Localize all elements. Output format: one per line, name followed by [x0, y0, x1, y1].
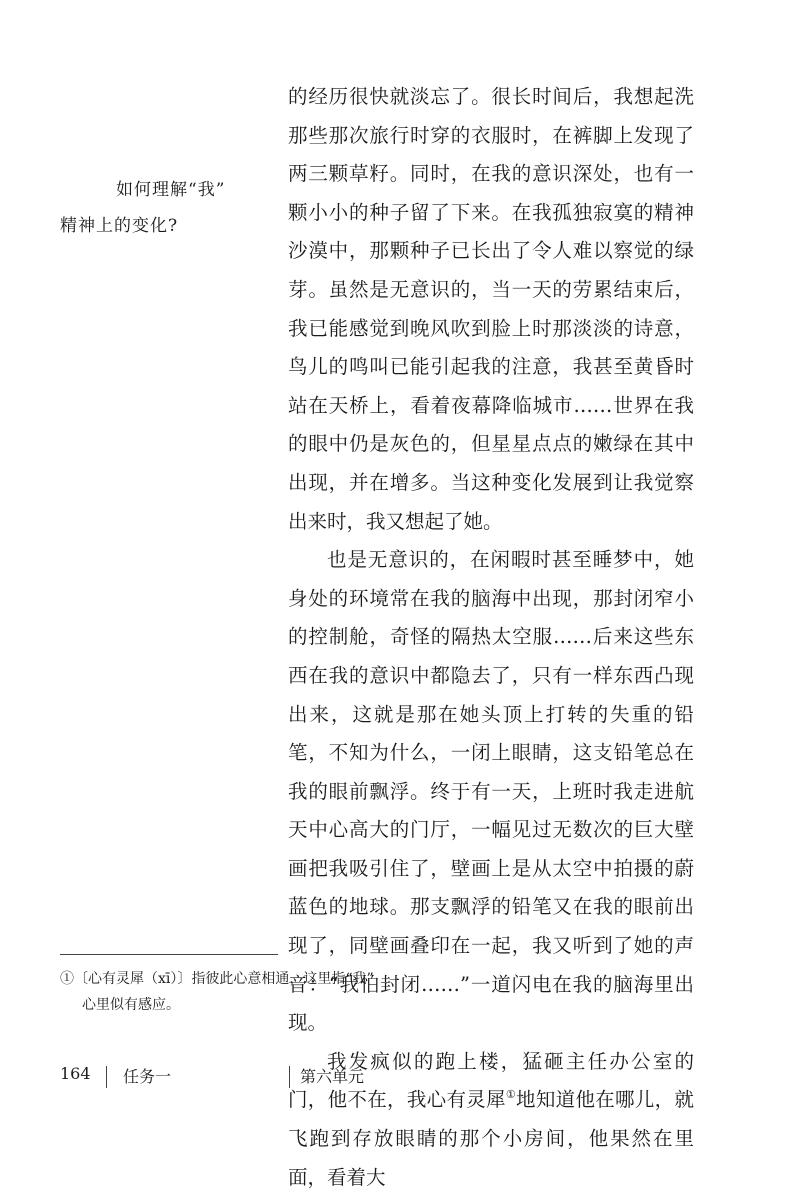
- footnote-line-1: ①〔心有灵犀（xī）〕指彼此心意相通，这里指“我”: [60, 971, 374, 987]
- footer-task-label: 任务一: [123, 1067, 172, 1086]
- margin-question: [60, 172, 265, 244]
- margin-question-line-2: 精神上的变化?: [60, 216, 179, 236]
- paragraph-3-part-1: 我发疯似的跑上楼，猛砸主任办公室的门，他不在，我心有灵犀: [288, 1049, 694, 1112]
- footnote-line-2: 心里似有感应。: [82, 997, 180, 1013]
- footer-divider: [289, 1066, 290, 1088]
- margin-question-line-1: 如何理解“我”: [116, 180, 226, 200]
- paragraph-3-part-2: 地知道他在哪儿，就飞跑到存放眼睛的那个小房间，他果然在里面，看着大: [288, 1088, 694, 1189]
- paragraph-2: 也是无意识的，在闲暇时甚至睡梦中，她身处的环境常在我的脑海中出现，那封闭窄小的控制舱，奇怪的隔热太空服……后来这些东西在我的意识中都隐去了，只有一样东西凸现出来，这就是那在她头顶上打转的失重的铅笔，不知为什么，一闭上眼睛，这支铅笔总在我的眼前飘浮。终于有一天，上班时我走进航天中心高大的门厅，一幅见过无数次的巨大壁画把我吸引住了，壁画上是从太空中拍摄的蔚蓝色的地球。那支飘浮的铅笔又在我的眼前出现了，同壁画叠印在一起，我又听到了她的声音：“我怕封闭……”一道闪电在我的脑海里出现。: [288, 548, 694, 1035]
- page-number: 164: [60, 1064, 91, 1083]
- footnote: [60, 966, 380, 1018]
- page-footer: [0, 1060, 800, 1090]
- body-text: [288, 78, 694, 1197]
- footnote-divider: [60, 954, 278, 955]
- footnote-marker[interactable]: ①: [505, 1088, 517, 1102]
- footer-divider: [106, 1066, 107, 1088]
- footer-unit-label: 第六单元: [300, 1067, 365, 1086]
- paragraph-1: 的经历很快就淡忘了。很长时间后，我想起洗那些那次旅行时穿的衣服时，在裤脚上发现了两三颗草籽。同时，在我的意识深处，也有一颗小小的种子留了下来。在我孤独寂寞的精神沙漠中，那颗种子已长出了令人难以察觉的绿芽。虽然是无意识的，当一天的劳累结束后，我已能感觉到晚风吹到脸上时那淡淡的诗意，鸟儿的鸣叫已能引起我的注意，我甚至黄昏时站在天桥上，看着夜幕降临城市……世界在我的眼中仍是灰色的，但星星点点的嫩绿在其中出现，并在增多。当这种变化发展到让我觉察出来时，我又想起了她。: [288, 85, 694, 533]
